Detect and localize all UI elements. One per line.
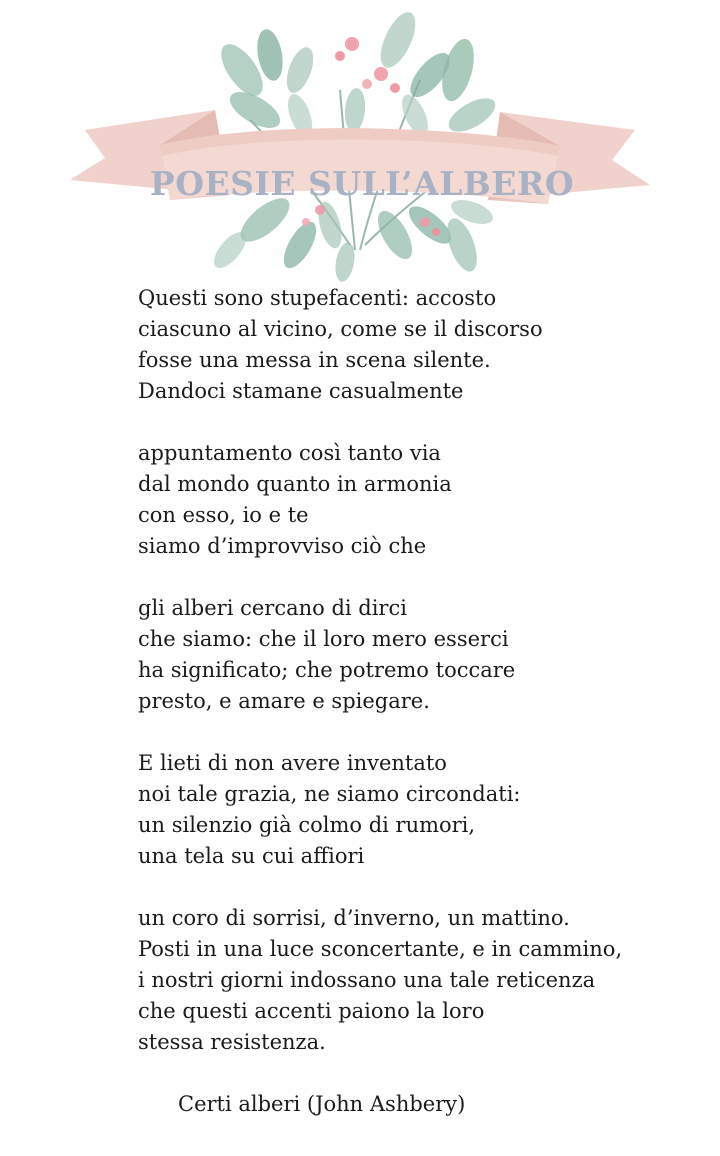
- floral-ribbon-illustration: [0, 0, 720, 290]
- poem-line: noi tale grazia, ne siamo circondati:: [138, 782, 521, 806]
- poem-line: Questi sono stupefacenti: accosto: [138, 286, 497, 310]
- poem-attribution: Certi alberi (John Ashbery): [178, 1092, 466, 1116]
- banner-title: POESIE SULL’ALBERO: [149, 164, 575, 203]
- poem-line: un silenzio già colmo di rumori,: [138, 813, 476, 837]
- poem-line: Dandoci stamane casualmente: [138, 379, 464, 403]
- poem-line: gli alberi cercano di dirci: [138, 596, 407, 620]
- poem-line: siamo d’improvviso ciò che: [138, 534, 427, 558]
- stanza-3: [138, 593, 698, 717]
- poem-line: che siamo: che il loro mero esserci: [138, 627, 509, 651]
- poem-line: che questi accenti paiono la loro: [138, 999, 485, 1023]
- poem-line: stessa resistenza.: [138, 1030, 326, 1054]
- poem-line: ha significato; che potremo toccare: [138, 658, 516, 682]
- poem-line: presto, e amare e spiegare.: [138, 689, 430, 713]
- poem-line: fosse una messa in scena silente.: [138, 348, 491, 372]
- poem-line: con esso, io e te: [138, 503, 309, 527]
- poem-line: dal mondo quanto in armonia: [138, 472, 452, 496]
- poem-line: una tela su cui affiori: [138, 844, 365, 868]
- poem-line: un coro di sorrisi, d’inverno, un mattino.: [138, 906, 570, 930]
- stanza-1: [138, 283, 698, 407]
- poem-line: i nostri giorni indossano una tale reticenza: [138, 968, 596, 992]
- poem-line: E lieti di non avere inventato: [138, 751, 447, 775]
- poem-line: ciascuno al vicino, come se il discorso: [138, 317, 543, 341]
- poem-line: Posti in una luce sconcertante, e in cammino,: [138, 937, 623, 961]
- stanza-2: [138, 438, 698, 562]
- stanza-5: [138, 903, 698, 1058]
- poem: [138, 283, 698, 1089]
- stanza-4: [138, 748, 698, 872]
- header-banner: [0, 0, 720, 290]
- poem-line: appuntamento così tanto via: [138, 441, 441, 465]
